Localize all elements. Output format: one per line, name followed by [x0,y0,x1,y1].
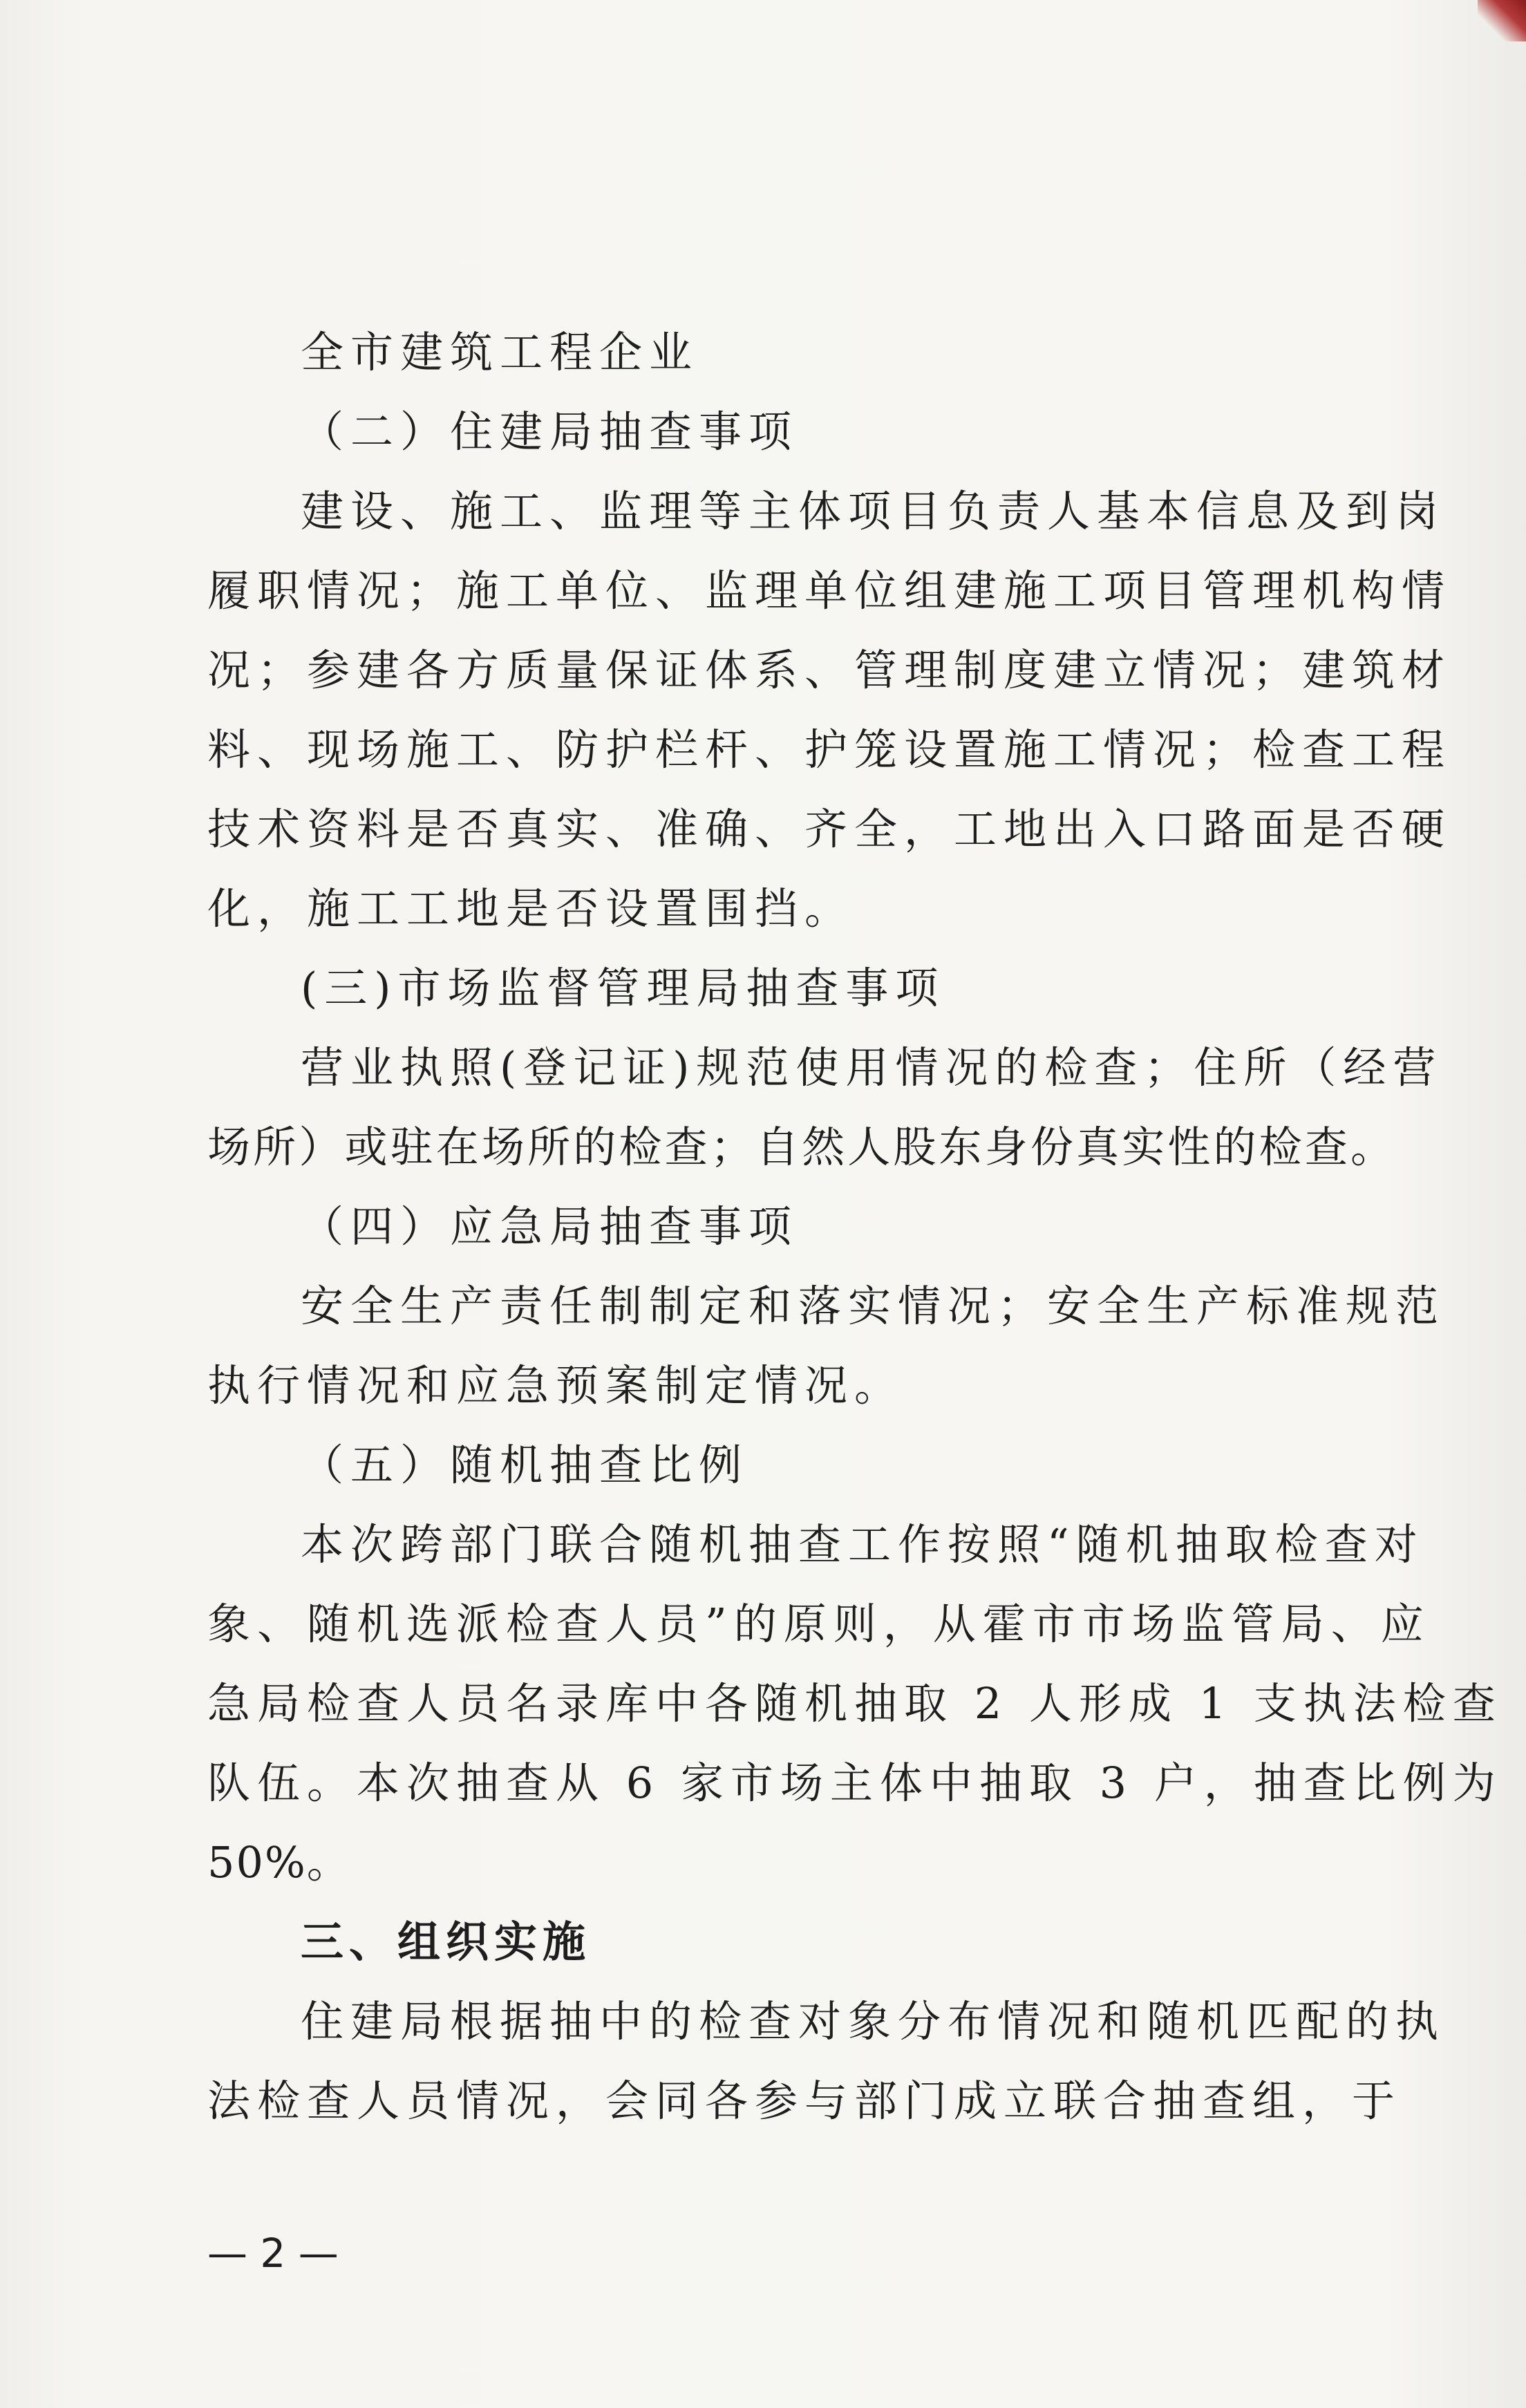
page-corner-mark [1478,0,1526,41]
text-line: 场所）或驻在场所的检查；自然人股东身份真实性的检查。 [207,1122,1396,1172]
text-line: 法检查人员情况，会同各参与部门成立联合抽查组，于 [207,2076,1402,2126]
text-line: 执行情况和应急预案制定情况。 [207,1360,905,1411]
text-line: 全市建筑工程企业 [301,327,699,377]
text-line: 急局检查人员名录库中各随机抽取 2 人形成 1 支执法检查 [207,1678,1503,1729]
text-line: 本次跨部门联合随机抽查工作按照“随机抽取检查对 [301,1519,1424,1570]
text-line: 料、现场施工、防护栏杆、护笼设置施工情况；检查工程 [207,724,1452,775]
section-heading-4: （四）应急局抽查事项 [301,1201,799,1252]
text-line: 队伍。本次抽查从 6 家市场主体中抽取 3 户，抽查比例为 [207,1758,1503,1808]
text-line: 况；参建各方质量保证体系、管理制度建立情况；建筑材 [207,645,1452,695]
text-line: 化，施工工地是否设置围挡。 [207,883,855,934]
page-number: — 2 — [207,2230,339,2277]
section-heading-3: (三)市场监督管理局抽查事项 [301,963,945,1013]
text-line: 50%。 [207,1837,351,1888]
text-line: 履职情况；施工单位、监理单位组建施工项目管理机构情 [207,565,1452,616]
section-heading-2: （二）住建局抽查事项 [301,406,799,457]
text-line: 象、随机选派检查人员”的原则，从霍市市场监管局、应 [207,1599,1431,1649]
text-line: 住建局根据抽中的检查对象分布情况和随机匹配的执 [301,1996,1446,2047]
section-heading-main: 三、组织实施 [301,1917,592,1967]
text-line: 建设、施工、监理等主体项目负责人基本信息及到岗 [301,486,1446,536]
text-line: 安全生产责任制制定和落实情况；安全生产标准规范 [301,1281,1446,1331]
text-line: 技术资料是否真实、准确、齐全，工地出入口路面是否硬 [207,804,1452,854]
section-heading-5: （五）随机抽查比例 [301,1440,749,1490]
text-line: 营业执照(登记证)规范使用情况的检查；住所（经营 [301,1042,1443,1093]
